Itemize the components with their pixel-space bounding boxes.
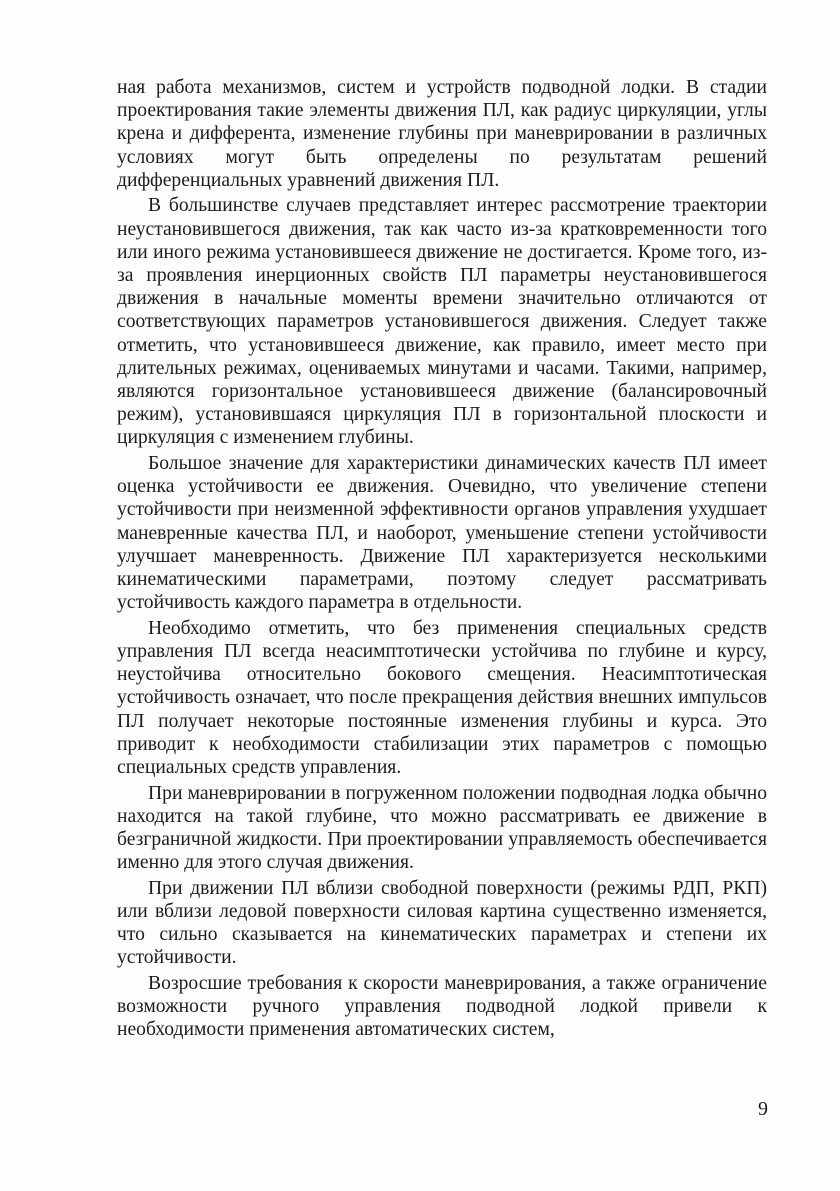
- paragraph: Необходимо отметить, что без применения специальных средств управления ПЛ всегда неасимптотически устойчива по глубине и курсу, неустойчива относительно бокового смещения. Неасимптотическая устойчивость означает, что после прекращения действия внешних импульсов ПЛ получает некоторые постоянные изменения глубины и курса. Это приводит к необходимости стабилизации этих параметров с помощью специальных средств управления.: [117, 617, 767, 779]
- paragraph: При маневрировании в погруженном положении подводная лодка обычно находится на такой глубине, что можно рассматривать ее движение в безграничной жидкости. При проектировании управляемость обеспечивается именно для этого случая движения.: [117, 782, 767, 874]
- paragraph-continued: ная работа механизмов, систем и устройств подводной лодки. В стадии проектирования такие элементы движения ПЛ, как радиус циркуляции, углы крена и дифферента, изменение глубины при маневрировании в различных условиях могут быть определены по результатам решений дифференциальных уравнений движения ПЛ.: [117, 77, 767, 191]
- paragraph: Возросшие требования к скорости маневрирования, а также ограничение возможности ручного управления подводной лодкой привели к необходимости применения автоматических систем,: [117, 973, 767, 1041]
- page-number: 9: [758, 1098, 768, 1120]
- paragraph: При движении ПЛ вблизи свободной поверхности (режимы РДП, РКП) или вблизи ледовой поверхности силовая картина существенно изменяется, что сильно сказывается на кинематических параметрах и степени их устойчивости.: [117, 877, 767, 969]
- paragraph: В большинстве случаев представляет интерес рассмотрение траектории неустановившегося движения, так как часто из-за кратковременности того или иного режима установившееся движение не достигается. Кроме того, из-за проявления инерционных свойств ПЛ параметры неустановившегося движения в начальные моменты времени значительно отличаются от соответствующих параметров установившегося движения. Следует также отметить, что установившееся движение, как правило, имеет место при длительных режимах, оцениваемых минутами и часами. Такими, например, являются горизонтальное установившееся движение (балансировочный режим), установившаяся циркуляция ПЛ в горизонтальной плоскости и циркуляция с изменением глубины.: [117, 195, 767, 449]
- paragraph: Большое значение для характеристики динамических качеств ПЛ имеет оценка устойчивости ее движения. Очевидно, что увеличение степени устойчивости при неизменной эффективности органов управления ухудшает маневренные качества ПЛ, и наоборот, уменьшение степени устойчивости улучшает маневренность. Движение ПЛ характеризуется несколькими кинематическими параметрами, поэтому следует рассматривать устойчивость каждого параметра в отдельности.: [117, 453, 767, 614]
- body-text: [117, 76, 767, 1044]
